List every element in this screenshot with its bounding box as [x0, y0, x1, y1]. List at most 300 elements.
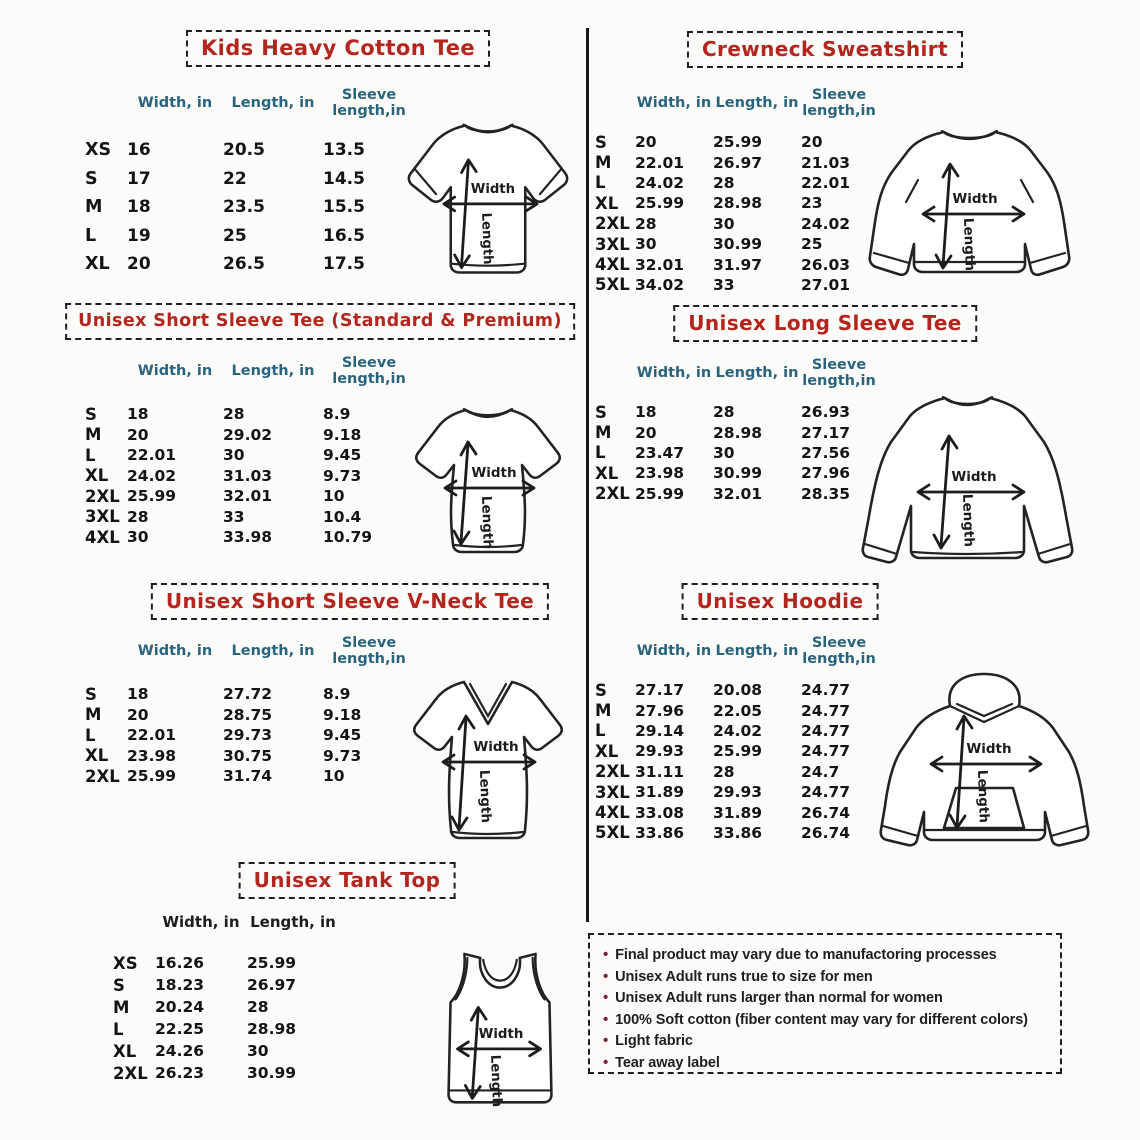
note-item [603, 1011, 1054, 1033]
table-row [595, 422, 877, 442]
table-row [85, 725, 415, 746]
table-row [595, 193, 877, 213]
size-label: S [85, 404, 97, 424]
value-cell: 26.74 [801, 823, 851, 842]
size-label: L [85, 225, 97, 246]
table-row [595, 275, 877, 295]
value-cell: 28 [713, 173, 735, 192]
size-label: XL [85, 466, 109, 486]
value-cell: 32.01 [635, 255, 685, 274]
size-label: S [85, 684, 97, 704]
table-row [595, 700, 877, 720]
value-cell: 28 [635, 214, 657, 233]
section-title-tank-top [239, 862, 456, 899]
column-header: Sleeve length,in [802, 356, 876, 389]
size-label: L [595, 173, 606, 193]
value-cell: 30.99 [713, 235, 763, 254]
column-header: Length, in [715, 94, 799, 111]
table-row [85, 486, 415, 507]
size-table-long-sleeve-tee [595, 350, 877, 504]
value-cell: 15.5 [323, 197, 365, 218]
column-header: Length, in [250, 912, 336, 931]
note-item [603, 989, 1054, 1011]
value-cell: 28.35 [801, 484, 851, 503]
size-label: 5XL [595, 275, 630, 295]
value-cell: 27.96 [635, 701, 685, 720]
value-cell: 32.01 [223, 487, 273, 506]
section-title-vneck-tee [151, 583, 549, 620]
table-row [85, 445, 415, 466]
table-row [85, 507, 415, 528]
value-cell: 25.99 [127, 767, 177, 786]
column-header: Length, in [715, 642, 799, 659]
column-header: Length, in [715, 364, 799, 381]
value-cell: 9.18 [323, 705, 362, 724]
size-label: L [595, 721, 606, 741]
title-text: Unisex Hoodie [696, 589, 864, 613]
note-item [603, 968, 1054, 990]
size-label: S [595, 402, 607, 422]
value-cell: 34.02 [635, 275, 685, 294]
value-cell: 28.98 [713, 194, 763, 213]
width-label: Width [470, 182, 516, 198]
size-label: M [595, 423, 612, 443]
table-row [85, 222, 415, 251]
table-row [595, 484, 877, 504]
kids-tee-illustration [390, 112, 586, 288]
size-label: L [85, 445, 96, 465]
value-cell: 33.86 [635, 823, 685, 842]
value-cell: 20 [127, 425, 149, 444]
value-cell: 25 [223, 225, 247, 246]
column-header: Width, in [137, 642, 213, 659]
value-cell: 22.05 [713, 701, 763, 720]
value-cell: 9.18 [323, 425, 362, 444]
size-label: XL [595, 463, 619, 483]
value-cell: 25 [801, 235, 823, 254]
table-header-row [595, 80, 877, 126]
value-cell: 30.99 [247, 1064, 297, 1082]
value-cell: 28 [247, 998, 269, 1016]
value-cell: 17.5 [323, 254, 365, 275]
value-cell: 30 [127, 528, 149, 547]
note-text: 100% Soft cotton (fiber content may vary for different colors) [615, 1011, 1028, 1028]
section-title-crewneck-sweatshirt [687, 31, 963, 68]
value-cell: 25.99 [713, 133, 763, 152]
title-text: Unisex Long Sleeve Tee [688, 311, 962, 335]
bullet-icon: • [603, 967, 609, 985]
size-table-short-sleeve-tee [85, 348, 415, 548]
table-row [595, 721, 877, 741]
value-cell: 28 [127, 507, 149, 526]
value-cell: 10.79 [323, 528, 373, 547]
value-cell: 31.03 [223, 466, 273, 485]
table-row [85, 425, 415, 446]
size-label: XL [595, 193, 619, 213]
size-label: 3XL [85, 507, 120, 527]
size-table-kids-tee [85, 80, 415, 279]
table-row [595, 782, 877, 802]
width-label: Width [952, 191, 998, 207]
value-cell: 29.93 [713, 783, 763, 802]
value-cell: 24.77 [801, 783, 851, 802]
value-cell: 22.25 [155, 1020, 205, 1038]
table-row [595, 463, 877, 483]
column-header: Width, in [636, 94, 712, 111]
table-header-row [85, 628, 415, 674]
size-label: M [595, 153, 612, 173]
size-label: M [113, 997, 130, 1017]
table-row [113, 974, 339, 996]
size-label: 5XL [595, 823, 630, 843]
table-header-row [85, 80, 415, 126]
size-label: 3XL [595, 234, 630, 254]
size-table-hoodie [595, 628, 877, 843]
table-row [85, 746, 415, 767]
table-row [595, 443, 877, 463]
value-cell: 31.97 [713, 255, 763, 274]
width-label: Width [471, 465, 517, 481]
value-cell: 30.99 [713, 464, 763, 483]
length-label: Length [960, 217, 978, 272]
value-cell: 23.98 [127, 746, 177, 765]
value-cell: 29.02 [223, 425, 273, 444]
table-row [595, 132, 877, 152]
table-header-row [595, 350, 877, 396]
length-label: Length [974, 769, 992, 824]
value-cell: 29.93 [635, 742, 685, 761]
value-cell: 9.73 [323, 466, 362, 485]
value-cell: 19 [127, 225, 151, 246]
value-cell: 23.47 [635, 443, 685, 462]
value-cell: 16 [127, 140, 151, 161]
size-table-tank-top [113, 908, 339, 1084]
table-row [85, 684, 415, 705]
table-row [85, 466, 415, 487]
note-text: Unisex Adult runs true to size for men [615, 968, 873, 985]
value-cell: 24.02 [801, 214, 851, 233]
value-cell: 21.03 [801, 153, 851, 172]
column-header: Width, in [162, 912, 240, 931]
width-label: Width [478, 1027, 524, 1043]
value-cell: 24.26 [155, 1042, 205, 1060]
table-row [85, 193, 415, 222]
size-label: XL [85, 746, 109, 766]
column-header: Length, in [231, 362, 315, 379]
value-cell: 26.5 [223, 254, 265, 275]
value-cell: 14.5 [323, 168, 365, 189]
size-label: 2XL [85, 766, 120, 786]
width-label: Width [951, 469, 997, 485]
size-label: 4XL [85, 527, 120, 547]
section-title-kids-heavy-cotton-tee [186, 30, 490, 67]
table-row [595, 234, 877, 254]
value-cell: 18 [127, 685, 149, 704]
value-cell: 30.75 [223, 746, 273, 765]
value-cell: 33.86 [713, 823, 763, 842]
table-row [85, 136, 415, 165]
bullet-icon: • [603, 946, 609, 963]
size-label: M [85, 425, 102, 445]
column-header: Length, in [231, 642, 315, 659]
value-cell: 24.7 [801, 762, 840, 781]
value-cell: 8.9 [323, 405, 351, 424]
value-cell: 31.89 [713, 803, 763, 822]
value-cell: 24.02 [713, 721, 763, 740]
notes-panel [588, 933, 1062, 1074]
table-row [595, 823, 877, 843]
value-cell: 27.56 [801, 443, 851, 462]
size-label: 2XL [595, 214, 630, 234]
value-cell: 20 [801, 133, 823, 152]
size-label: 2XL [85, 486, 120, 506]
size-label: 4XL [595, 255, 630, 275]
value-cell: 25.99 [635, 194, 685, 213]
table-row [113, 1018, 339, 1040]
table-row [113, 1062, 339, 1084]
width-label: Width [473, 739, 519, 755]
value-cell: 9.73 [323, 746, 362, 765]
column-header: Sleeve length,in [332, 354, 406, 387]
value-cell: 26.74 [801, 803, 851, 822]
bullet-icon: • [603, 1032, 609, 1049]
value-cell: 10 [323, 487, 345, 506]
table-row [85, 250, 415, 279]
size-label: 2XL [595, 762, 630, 782]
table-row [595, 254, 877, 274]
column-header: Width, in [137, 362, 213, 379]
value-cell: 26.03 [801, 255, 851, 274]
section-title-unisex-short-sleeve-tee [65, 303, 575, 340]
table-header-row [85, 348, 415, 394]
value-cell: 9.45 [323, 726, 362, 745]
length-label: Length [487, 1054, 504, 1108]
vneck-tee-illustration [398, 670, 578, 854]
value-cell: 24.77 [801, 681, 851, 700]
table-row [595, 741, 877, 761]
value-cell: 23.5 [223, 197, 265, 218]
value-cell: 28 [713, 762, 735, 781]
note-text: Unisex Adult runs larger than normal for women [615, 990, 943, 1006]
length-label: Length [959, 493, 977, 548]
value-cell: 30 [247, 1042, 269, 1060]
table-row [595, 762, 877, 782]
table-row [595, 173, 877, 193]
value-cell: 28.75 [223, 705, 273, 724]
column-header: Width, in [636, 642, 712, 659]
note-text: Tear away label [615, 1054, 720, 1071]
table-row [595, 680, 877, 700]
size-label: 4XL [595, 803, 630, 823]
value-cell: 26.93 [801, 403, 851, 422]
value-cell: 23 [801, 194, 823, 213]
size-label: S [85, 168, 98, 189]
value-cell: 22.01 [127, 726, 177, 745]
table-header-row [595, 628, 877, 674]
value-cell: 27.72 [223, 685, 273, 704]
value-cell: 26.23 [155, 1064, 205, 1082]
value-cell: 30 [713, 443, 735, 462]
bullet-icon: • [603, 989, 609, 1006]
value-cell: 18 [635, 403, 657, 422]
size-label: 3XL [595, 782, 630, 802]
table-row [85, 165, 415, 194]
size-label: 2XL [113, 1063, 148, 1083]
value-cell: 24.02 [635, 173, 685, 192]
sweatshirt-illustration [862, 118, 1077, 300]
size-label: S [113, 975, 125, 995]
value-cell: 22 [223, 168, 247, 189]
title-text: Kids Heavy Cotton Tee [200, 36, 476, 60]
table-row [113, 996, 339, 1018]
value-cell: 26.97 [713, 153, 763, 172]
value-cell: 27.17 [635, 681, 685, 700]
value-cell: 30 [713, 214, 735, 233]
size-label: XL [85, 254, 110, 275]
value-cell: 30 [635, 235, 657, 254]
table-row [85, 527, 415, 548]
note-item [603, 946, 1054, 968]
value-cell: 24.77 [801, 742, 851, 761]
column-header: Sleeve length,in [332, 86, 406, 119]
value-cell: 33 [713, 275, 735, 294]
value-cell: 20 [635, 133, 657, 152]
value-cell: 24.02 [127, 466, 177, 485]
value-cell: 27.96 [801, 464, 851, 483]
size-label: XS [85, 140, 112, 161]
value-cell: 25.99 [247, 954, 297, 972]
column-header: Width, in [636, 364, 712, 381]
value-cell: 31.89 [635, 783, 685, 802]
value-cell: 20.24 [155, 998, 205, 1016]
value-cell: 31.11 [635, 762, 685, 781]
length-label: Length [476, 769, 494, 824]
value-cell: 29.14 [635, 721, 685, 740]
value-cell: 8.9 [323, 685, 351, 704]
value-cell: 28.98 [713, 423, 763, 442]
note-item [603, 1032, 1054, 1054]
value-cell: 25.99 [635, 484, 685, 503]
size-label: S [595, 680, 607, 700]
value-cell: 18.23 [155, 976, 205, 994]
size-label: L [113, 1019, 124, 1039]
size-table-crewneck-sweatshirt [595, 80, 877, 295]
note-text: Light fabric [615, 1033, 693, 1049]
value-cell: 28.98 [247, 1020, 297, 1038]
size-label: XS [113, 953, 138, 973]
size-label: XL [113, 1041, 137, 1061]
value-cell: 13.5 [323, 140, 365, 161]
section-title-long-sleeve-tee [673, 305, 977, 342]
title-text: Unisex Short Sleeve V-Neck Tee [165, 589, 535, 613]
value-cell: 25.99 [127, 487, 177, 506]
width-label: Width [966, 741, 1012, 757]
size-label: XL [595, 741, 619, 761]
table-row [113, 1040, 339, 1062]
length-label: Length [478, 495, 496, 550]
value-cell: 20.08 [713, 681, 763, 700]
value-cell: 22.01 [635, 153, 685, 172]
value-cell: 27.17 [801, 423, 851, 442]
size-label: S [595, 132, 607, 152]
note-text: Final product may vary due to manufactoring processes [615, 947, 997, 963]
table-row [85, 766, 415, 787]
table-header-row [113, 908, 339, 936]
table-row [595, 152, 877, 172]
hoodie-illustration [872, 670, 1097, 870]
value-cell: 28 [713, 403, 735, 422]
value-cell: 33 [223, 507, 245, 526]
value-cell: 20.5 [223, 140, 265, 161]
value-cell: 18 [127, 405, 149, 424]
column-header: Sleeve length,in [802, 634, 876, 667]
table-row [595, 214, 877, 234]
value-cell: 22.01 [801, 173, 851, 192]
value-cell: 33.08 [635, 803, 685, 822]
value-cell: 25.99 [713, 742, 763, 761]
size-label: L [85, 725, 96, 745]
column-divider [586, 28, 589, 922]
value-cell: 30 [223, 446, 245, 465]
table-row [113, 952, 339, 974]
value-cell: 23.98 [635, 464, 685, 483]
section-title-hoodie [682, 583, 879, 620]
value-cell: 24.77 [801, 721, 851, 740]
title-text: Unisex Tank Top [253, 868, 441, 892]
value-cell: 22.01 [127, 446, 177, 465]
title-text: Crewneck Sweatshirt [701, 37, 949, 61]
table-row [595, 402, 877, 422]
value-cell: 20 [127, 705, 149, 724]
length-label: Length [478, 212, 495, 265]
column-header: Sleeve length,in [802, 86, 876, 119]
size-label: L [595, 443, 606, 463]
table-row [595, 802, 877, 822]
value-cell: 32.01 [713, 484, 763, 503]
size-label: 2XL [595, 484, 630, 504]
column-header: Width, in [137, 94, 213, 111]
value-cell: 26.97 [247, 976, 297, 994]
tank-top-illustration [420, 948, 580, 1131]
bullet-icon: • [603, 1053, 609, 1071]
value-cell: 20 [127, 254, 151, 275]
long-sleeve-tee-illustration [855, 386, 1085, 576]
size-table-vneck-tee [85, 628, 415, 787]
value-cell: 10.4 [323, 507, 362, 526]
value-cell: 9.45 [323, 446, 362, 465]
value-cell: 18 [127, 197, 151, 218]
value-cell: 16.26 [155, 954, 205, 972]
column-header: Sleeve length,in [332, 634, 406, 667]
value-cell: 16.5 [323, 225, 365, 246]
size-label: M [595, 701, 612, 721]
value-cell: 27.01 [801, 275, 851, 294]
value-cell: 28 [223, 405, 245, 424]
value-cell: 10 [323, 767, 345, 786]
value-cell: 24.77 [801, 701, 851, 720]
value-cell: 20 [635, 423, 657, 442]
table-row [85, 705, 415, 726]
size-label: M [85, 705, 102, 725]
size-label: M [85, 197, 103, 218]
note-item [603, 1054, 1054, 1075]
column-header: Length, in [231, 94, 315, 111]
title-text: Unisex Short Sleeve Tee (Standard & Premium) [78, 311, 562, 331]
value-cell: 17 [127, 168, 151, 189]
short-sleeve-tee-illustration [398, 398, 578, 566]
value-cell: 31.74 [223, 767, 273, 786]
value-cell: 29.73 [223, 726, 273, 745]
